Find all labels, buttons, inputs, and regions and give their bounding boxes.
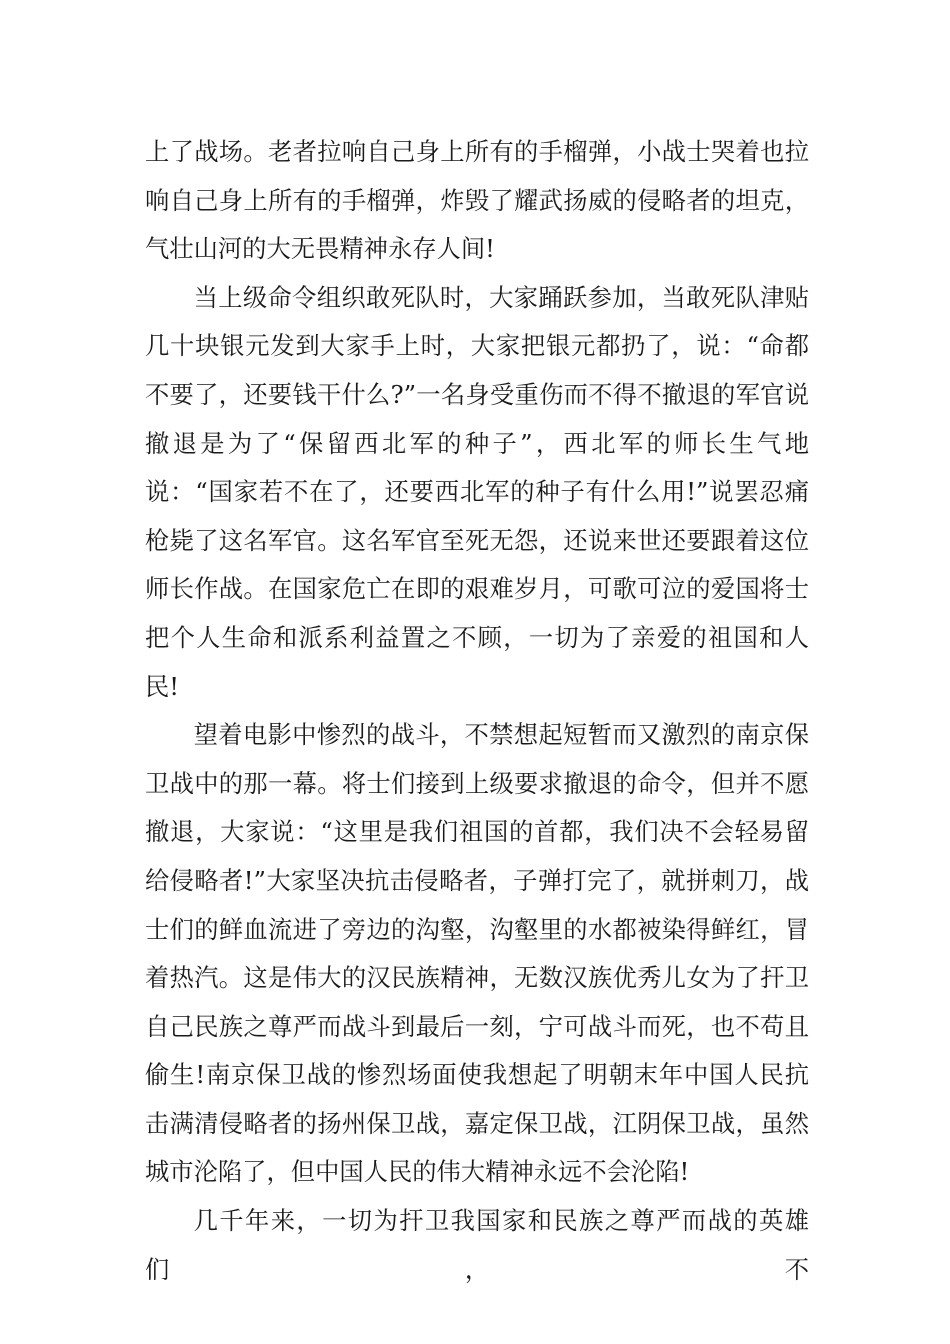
document-body xyxy=(145,128,809,1294)
paragraph-2: 当上级命令组织敢死队时，大家踊跃参加，当敢死队津贴几十块银元发到大家手上时，大家把银元都扔了，说：“命都不要了，还要钱干什么?”一名身受重伤而不得不撤退的军官说撤退是为了“保留西北军的种子”，西北军的师长生气地说：“国家若不在了，还要西北军的种子有什么用!”说罢忍痛枪毙了这名军官。这名军官至死无怨，还说来世还要跟着这位师长作战。在国家危亡在即的艰难岁月，可歌可泣的爱国将士把个人生命和派系利益置之不顾，一切为了亲爱的祖国和人民! xyxy=(145,282,809,701)
paragraph-3: 望着电影中惨烈的战斗，不禁想起短暂而又激烈的南京保卫战中的那一幕。将士们接到上级要求撤退的命令，但并不愿撤退，大家说：“这里是我们祖国的首都，我们决不会轻易留给侵略者!”大家坚决抗击侵略者，子弹打完了，就拼刺刀，战士们的鲜血流进了旁边的沟壑，沟壑里的水都被染得鲜红，冒着热汽。这是伟大的汉民族精神，无数汉族优秀儿女为了扞卫自己民族之尊严而战斗到最后一刻，宁可战斗而死，也不苟且偷生!南京保卫战的惨烈场面使我想起了明朝末年中国人民抗击满清侵略者的扬州保卫战，嘉定保卫战，江阴保卫战，虽然城市沦陷了，但中国人民的伟大精神永远不会沦陷! xyxy=(145,720,809,1187)
paragraph-4: 几千年来，一切为扞卫我国家和民族之尊严而战的英雄们，不 xyxy=(145,1206,809,1284)
paragraph-1: 上了战场。老者拉响自己身上所有的手榴弹，小战士哭着也拉响自己身上所有的手榴弹，炸毁了耀武扬威的侵略者的坦克，气壮山河的大无畏精神永存人间! xyxy=(145,137,809,264)
